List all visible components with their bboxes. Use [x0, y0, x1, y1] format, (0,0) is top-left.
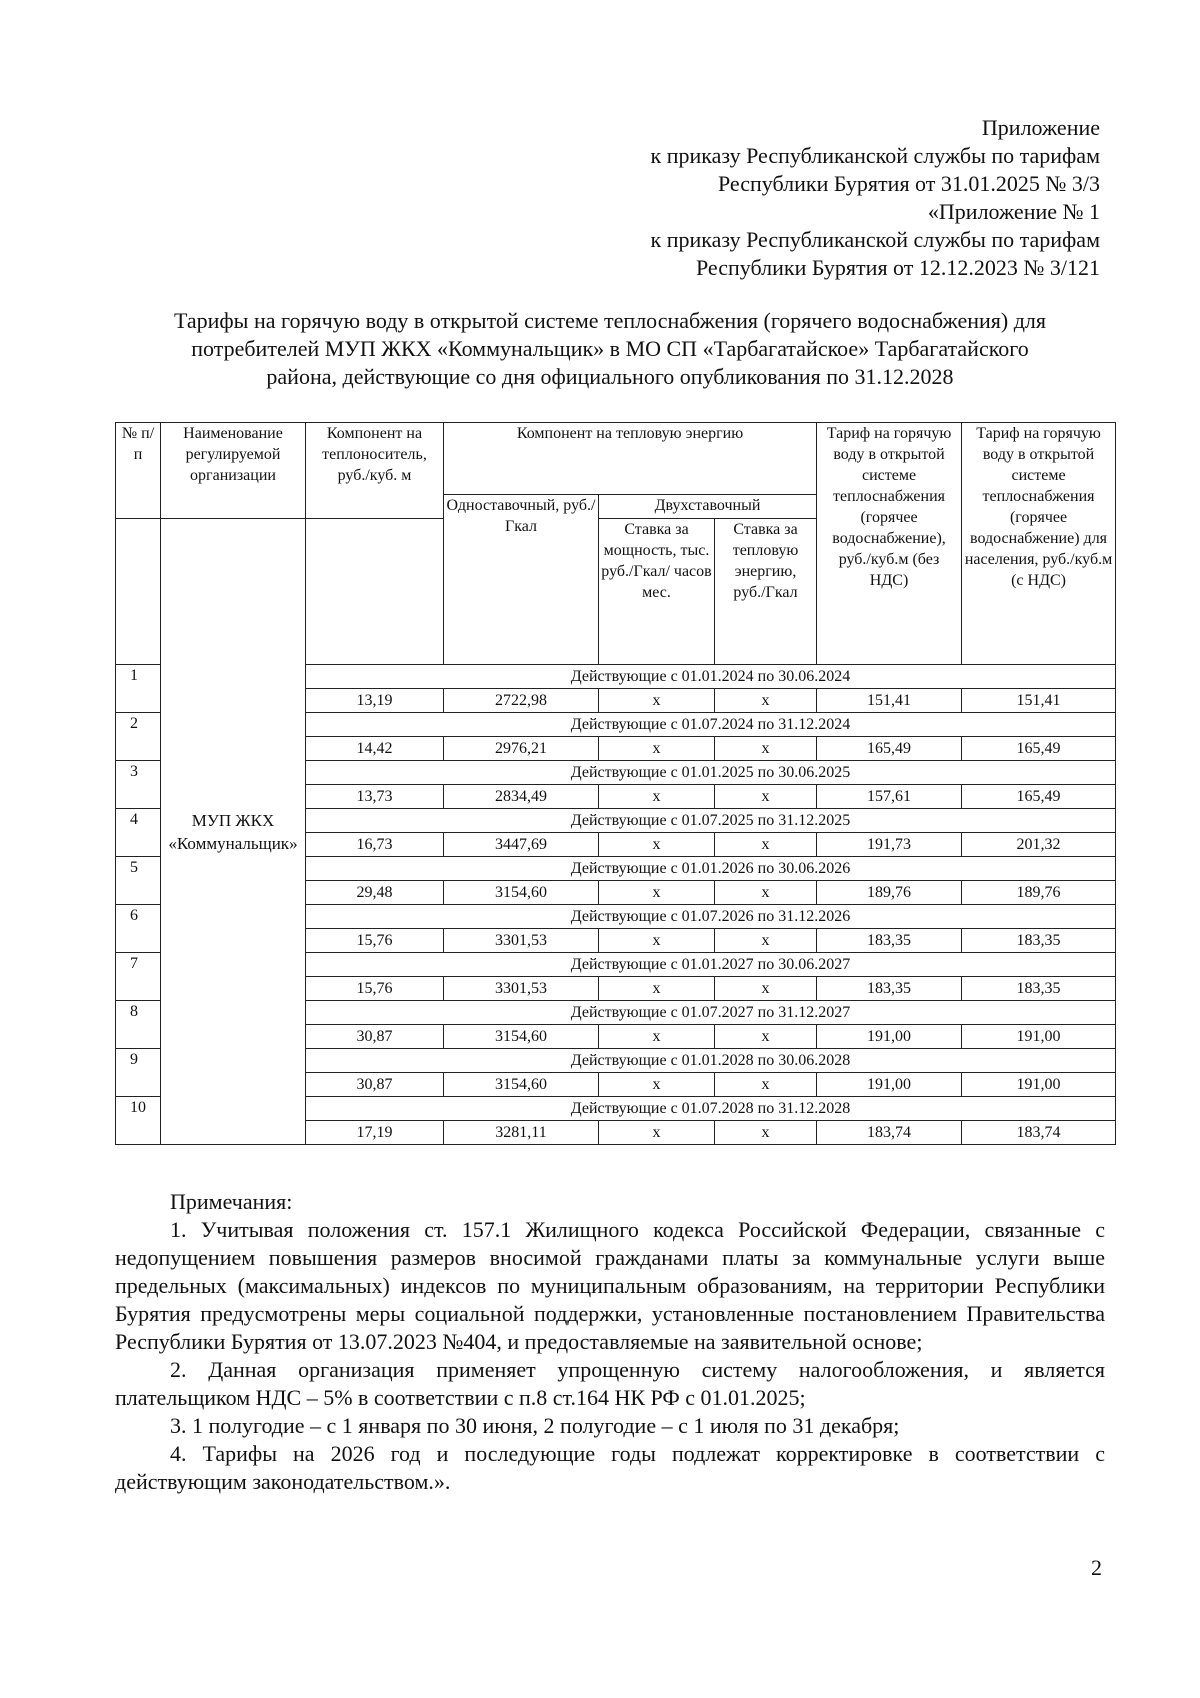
- value-single: 2976,21: [444, 737, 599, 761]
- value-tariff-pop: 165,49: [962, 737, 1116, 761]
- value-carrier: 13,73: [306, 785, 444, 809]
- header-energy-rate: Ставка за тепловую энергию, руб./Гкал: [715, 519, 817, 665]
- value-tariff-pop: 183,74: [962, 1121, 1116, 1145]
- value-tariff: 183,35: [817, 977, 962, 1001]
- value-tariff: 157,61: [817, 785, 962, 809]
- note-item: 3. 1 полугодие – с 1 января по 30 июня, 2 полугодие – с 1 июля по 31 декабря;: [170, 1413, 900, 1438]
- value-tariff: 191,73: [817, 833, 962, 857]
- header-line: к приказу Республиканской службы по тарифам: [650, 143, 1100, 168]
- value-tariff: 165,49: [817, 737, 962, 761]
- row-number: 2: [116, 713, 161, 761]
- value-single: 3301,53: [444, 929, 599, 953]
- value-energy-rate: х: [715, 1121, 817, 1145]
- header-line: Приложение: [981, 115, 1100, 140]
- header-capacity-rate: Ставка за мощность, тыс. руб./Гкал/ часов мес.: [599, 519, 715, 665]
- period-label: Действующие с 01.01.2028 по 30.06.2028: [306, 1049, 1116, 1073]
- value-tariff: 151,41: [817, 689, 962, 713]
- header-line: Республики Бурятия от 31.01.2025 № 3/3: [717, 171, 1100, 196]
- header-tariff-no-vat: Тариф на горячую воду в открытой системе теплоснабжения (горячее водоснабжение), руб./куб.м (без НДС): [817, 423, 962, 665]
- row-number: 8: [116, 1001, 161, 1049]
- period-label: Действующие с 01.01.2024 по 30.06.2024: [306, 665, 1116, 689]
- title-line: потребителей МУП ЖКХ «Коммунальщик» в МО СП «Тарбагатайское» Тарбагатайского: [191, 336, 1029, 361]
- value-energy-rate: х: [715, 929, 817, 953]
- header-line: к приказу Республиканской службы по тарифам: [650, 227, 1100, 252]
- header-single-rate: Одноставочный, руб./Гкал: [444, 495, 599, 665]
- value-carrier: 16,73: [306, 833, 444, 857]
- header-tariff-population: Тариф на горячую воду в открытой системе теплоснабжения (горячее водоснабжение) для населения, руб./куб.м (с НДС): [962, 423, 1116, 665]
- period-label: Действующие с 01.01.2025 по 30.06.2025: [306, 761, 1116, 785]
- value-capacity: х: [599, 1121, 715, 1145]
- value-carrier: 30,87: [306, 1073, 444, 1097]
- value-tariff-pop: 183,35: [962, 977, 1116, 1001]
- row-number: 5: [116, 857, 161, 905]
- value-tariff: 183,35: [817, 929, 962, 953]
- notes-title: Примечания:: [170, 1189, 293, 1214]
- row-number: 3: [116, 761, 161, 809]
- value-tariff-pop: 191,00: [962, 1073, 1116, 1097]
- value-single: 3154,60: [444, 881, 599, 905]
- value-capacity: х: [599, 689, 715, 713]
- note-item: 4. Тарифы на 2026 год и последующие годы подлежат корректировке в соответствии с действующим законодательством.».: [115, 1441, 1105, 1494]
- title-line: района, действующие со дня официального опубликования по 31.12.2028: [266, 364, 954, 389]
- notes-section: [115, 1188, 1105, 1496]
- value-single: 2722,98: [444, 689, 599, 713]
- value-carrier: 30,87: [306, 1025, 444, 1049]
- value-single: 3301,53: [444, 977, 599, 1001]
- period-label: Действующие с 01.07.2025 по 31.12.2025: [306, 809, 1116, 833]
- value-carrier: 15,76: [306, 977, 444, 1001]
- value-carrier: 15,76: [306, 929, 444, 953]
- organization-name: МУП ЖКХ «Коммунальщик»: [161, 519, 306, 1145]
- value-energy-rate: х: [715, 833, 817, 857]
- value-tariff: 183,74: [817, 1121, 962, 1145]
- value-capacity: х: [599, 929, 715, 953]
- num-cell: [116, 519, 161, 665]
- value-single: 3154,60: [444, 1073, 599, 1097]
- header-line: Республики Бурятия от 12.12.2023 № 3/121: [695, 255, 1100, 280]
- period-label: Действующие с 01.07.2027 по 31.12.2027: [306, 1001, 1116, 1025]
- value-carrier: 14,42: [306, 737, 444, 761]
- page-number: 2: [1091, 1555, 1102, 1580]
- value-single: 3154,60: [444, 1025, 599, 1049]
- row-number: 10: [116, 1097, 161, 1145]
- value-tariff-pop: 183,35: [962, 929, 1116, 953]
- row-number: 4: [116, 809, 161, 857]
- value-energy-rate: х: [715, 1073, 817, 1097]
- row-number: 1: [116, 665, 161, 713]
- header-num: № п/п: [116, 423, 161, 519]
- tariff-table: [115, 422, 1116, 1145]
- row-number: 7: [116, 953, 161, 1001]
- appendix-header: [400, 114, 1100, 282]
- value-capacity: х: [599, 785, 715, 809]
- value-carrier: 17,19: [306, 1121, 444, 1145]
- value-capacity: х: [599, 1025, 715, 1049]
- period-label: Действующие с 01.07.2028 по 31.12.2028: [306, 1097, 1116, 1121]
- value-single: 3281,11: [444, 1121, 599, 1145]
- value-tariff: 189,76: [817, 881, 962, 905]
- value-single: 3447,69: [444, 833, 599, 857]
- value-single: 2834,49: [444, 785, 599, 809]
- row-number: 9: [116, 1049, 161, 1097]
- title-line: Тарифы на горячую воду в открытой системе теплоснабжения (горячего водоснабжения) для: [174, 308, 1046, 333]
- value-carrier: 29,48: [306, 881, 444, 905]
- document-title: [115, 307, 1105, 391]
- value-tariff-pop: 191,00: [962, 1025, 1116, 1049]
- period-label: Действующие с 01.07.2026 по 31.12.2026: [306, 905, 1116, 929]
- value-tariff-pop: 189,76: [962, 881, 1116, 905]
- header-organization: Наименование регулируемой организации: [161, 423, 306, 519]
- row-number: 6: [116, 905, 161, 953]
- value-tariff: 191,00: [817, 1025, 962, 1049]
- value-energy-rate: х: [715, 1025, 817, 1049]
- value-tariff: 191,00: [817, 1073, 962, 1097]
- note-item: 1. Учитывая положения ст. 157.1 Жилищного кодекса Российской Федерации, связанные с недопущением повышения размеров вносимой гражданами платы за коммунальные услуги выше предельных (максимальных) индексов по муниципальным образованиям, на территории Республики Бурятия предусмотрены меры социальной поддержки, установленные постановлением Правительства Республики Бурятия от 13.07.2023 №404, и предоставляемые на заявительной основе;: [115, 1217, 1105, 1354]
- header-line: «Приложение № 1: [927, 199, 1100, 224]
- period-label: Действующие с 01.01.2027 по 30.06.2027: [306, 953, 1116, 977]
- value-capacity: х: [599, 737, 715, 761]
- value-energy-rate: х: [715, 977, 817, 1001]
- value-capacity: х: [599, 1073, 715, 1097]
- value-energy-rate: х: [715, 689, 817, 713]
- value-capacity: х: [599, 977, 715, 1001]
- value-energy-rate: х: [715, 785, 817, 809]
- header-energy-component: Компонент на тепловую энергию: [444, 423, 817, 495]
- value-capacity: х: [599, 833, 715, 857]
- value-carrier: 13,19: [306, 689, 444, 713]
- value-tariff-pop: 201,32: [962, 833, 1116, 857]
- carrier-cell: [306, 519, 444, 665]
- period-label: Действующие с 01.07.2024 по 31.12.2024: [306, 713, 1116, 737]
- note-item: 2. Данная организация применяет упрощенную систему налогообложения, и является плательщиком НДС – 5% в соответствии с п.8 ст.164 НК РФ с 01.01.2025;: [115, 1357, 1105, 1410]
- value-tariff-pop: 151,41: [962, 689, 1116, 713]
- header-double-rate: Двухставочный: [599, 495, 817, 519]
- value-energy-rate: х: [715, 737, 817, 761]
- value-capacity: х: [599, 881, 715, 905]
- period-label: Действующие с 01.01.2026 по 30.06.2026: [306, 857, 1116, 881]
- value-tariff-pop: 165,49: [962, 785, 1116, 809]
- value-energy-rate: х: [715, 881, 817, 905]
- header-carrier-component: Компонент на теплоноситель, руб./куб. м: [306, 423, 444, 519]
